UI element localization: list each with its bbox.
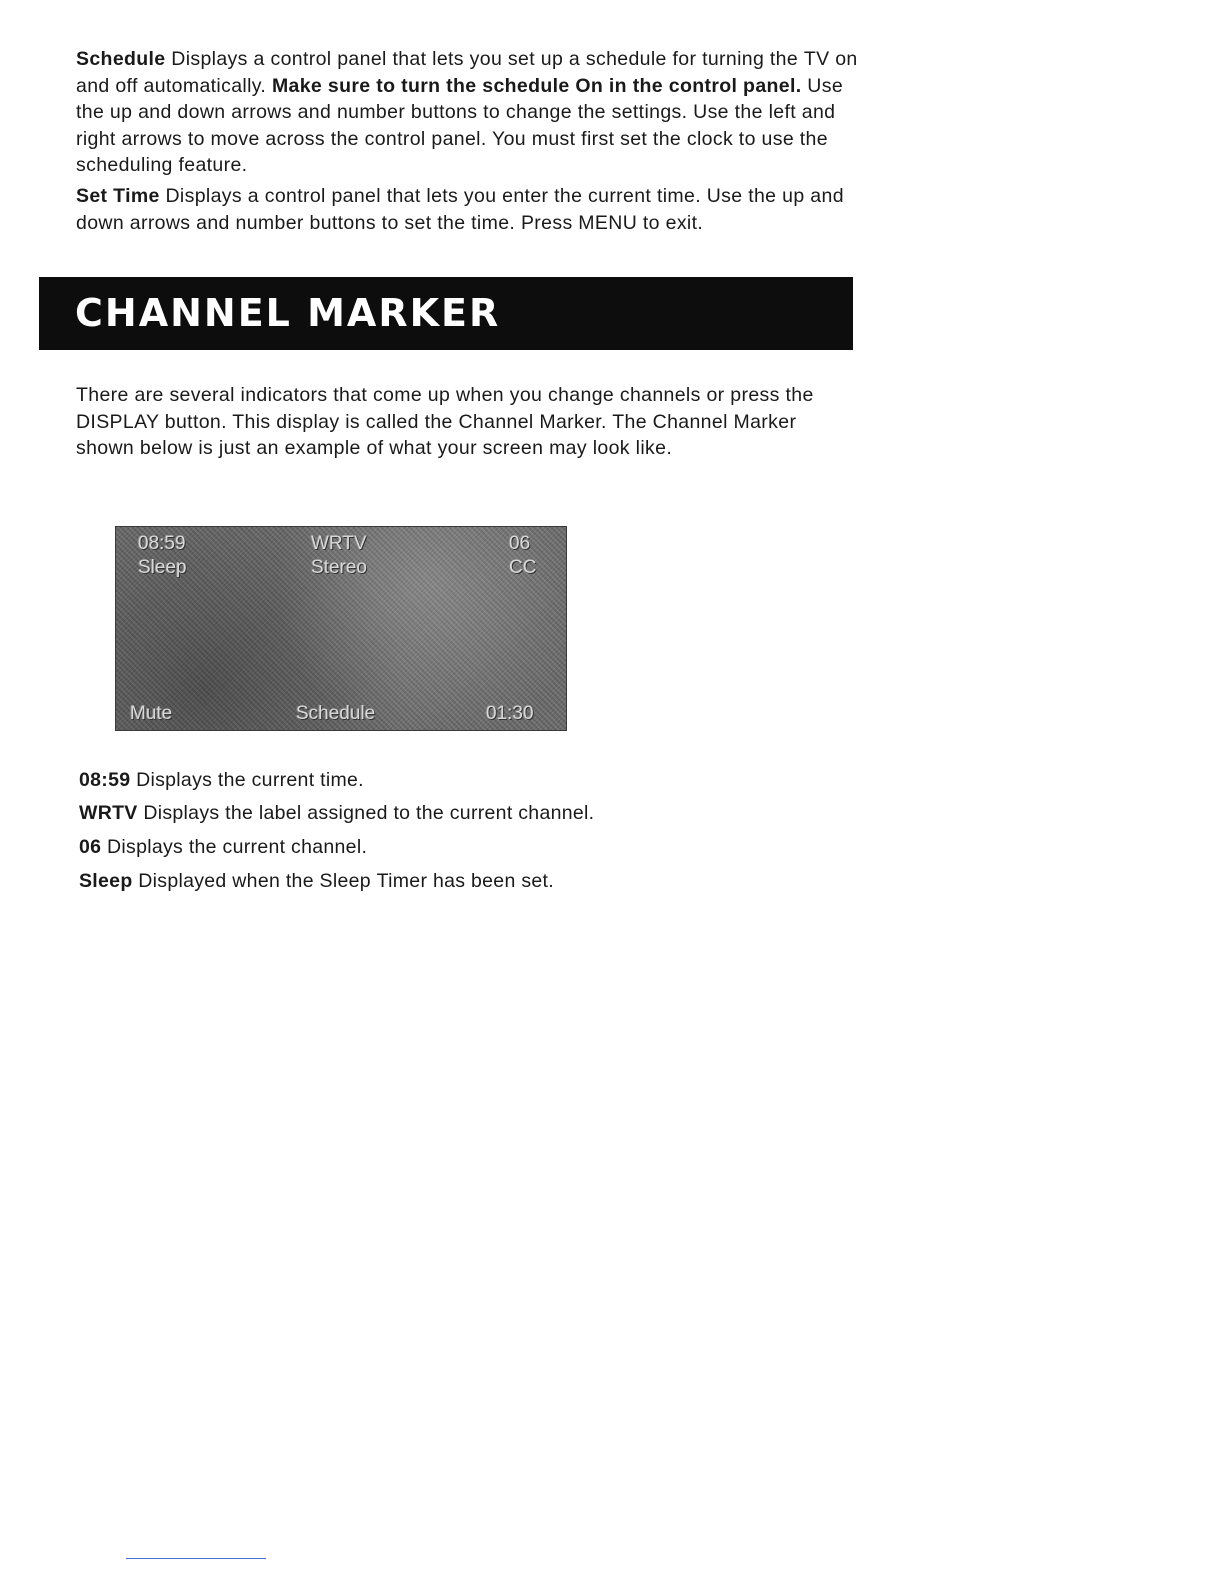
marker-schedule: Schedule bbox=[296, 703, 376, 724]
section-banner bbox=[39, 277, 853, 350]
definition-text: Displays the label assigned to the current channel. bbox=[137, 802, 595, 824]
marker-schedule-time: 01:30 bbox=[486, 703, 534, 724]
definition-label bbox=[79, 802, 594, 825]
schedule-text-2: Use the up and down arrows and number buttons to change the settings. Use the left and right arrows to move across the control panel. You must first set the clock to use the scheduling feature. bbox=[76, 74, 844, 176]
definition-sleep bbox=[79, 870, 554, 893]
definition-term: Sleep bbox=[79, 870, 133, 892]
marker-cc: CC bbox=[509, 557, 537, 578]
channel-marker-screenshot bbox=[115, 526, 567, 731]
marker-channel-label: WRTV bbox=[311, 533, 367, 554]
marker-stereo: Stereo bbox=[311, 557, 367, 578]
marker-channel-number: 06 bbox=[509, 533, 531, 554]
schedule-paragraph bbox=[76, 46, 866, 179]
definition-term: 06 bbox=[79, 836, 102, 858]
schedule-term: Schedule bbox=[76, 48, 166, 70]
definition-text: Displays the current channel. bbox=[101, 836, 368, 858]
definition-term: 08:59 bbox=[79, 769, 131, 791]
marker-time: 08:59 bbox=[138, 533, 186, 554]
marker-sleep: Sleep bbox=[138, 557, 187, 578]
footer-rule bbox=[126, 1558, 266, 1559]
intro-paragraph: There are several indicators that come up when you change channels or press the DISPLAY button. This display is called the Channel Marker. The Channel Marker shown below is just an example of what your screen may look like. bbox=[76, 384, 814, 459]
schedule-text-1: Displays a control panel that lets you set up a schedule for turning the TV on and off automatically. bbox=[76, 48, 858, 97]
set-time-text: Displays a control panel that lets you enter the current time. Use the up and down arrows and number buttons to set the time. Press MENU to exit. bbox=[76, 185, 844, 234]
marker-mute: Mute bbox=[130, 703, 173, 724]
section-title: CHANNEL MARKER bbox=[75, 291, 501, 335]
definition-text: Displays the current time. bbox=[130, 769, 364, 791]
schedule-emphasis: Make sure to turn the schedule On in the control panel. bbox=[271, 74, 802, 97]
definition-time bbox=[79, 769, 364, 792]
set-time-paragraph bbox=[76, 183, 866, 236]
definition-term: WRTV bbox=[79, 802, 138, 824]
set-time-term: Set Time bbox=[76, 185, 160, 207]
definition-channel bbox=[79, 836, 367, 859]
definition-text: Displayed when the Sleep Timer has been set. bbox=[132, 870, 554, 892]
